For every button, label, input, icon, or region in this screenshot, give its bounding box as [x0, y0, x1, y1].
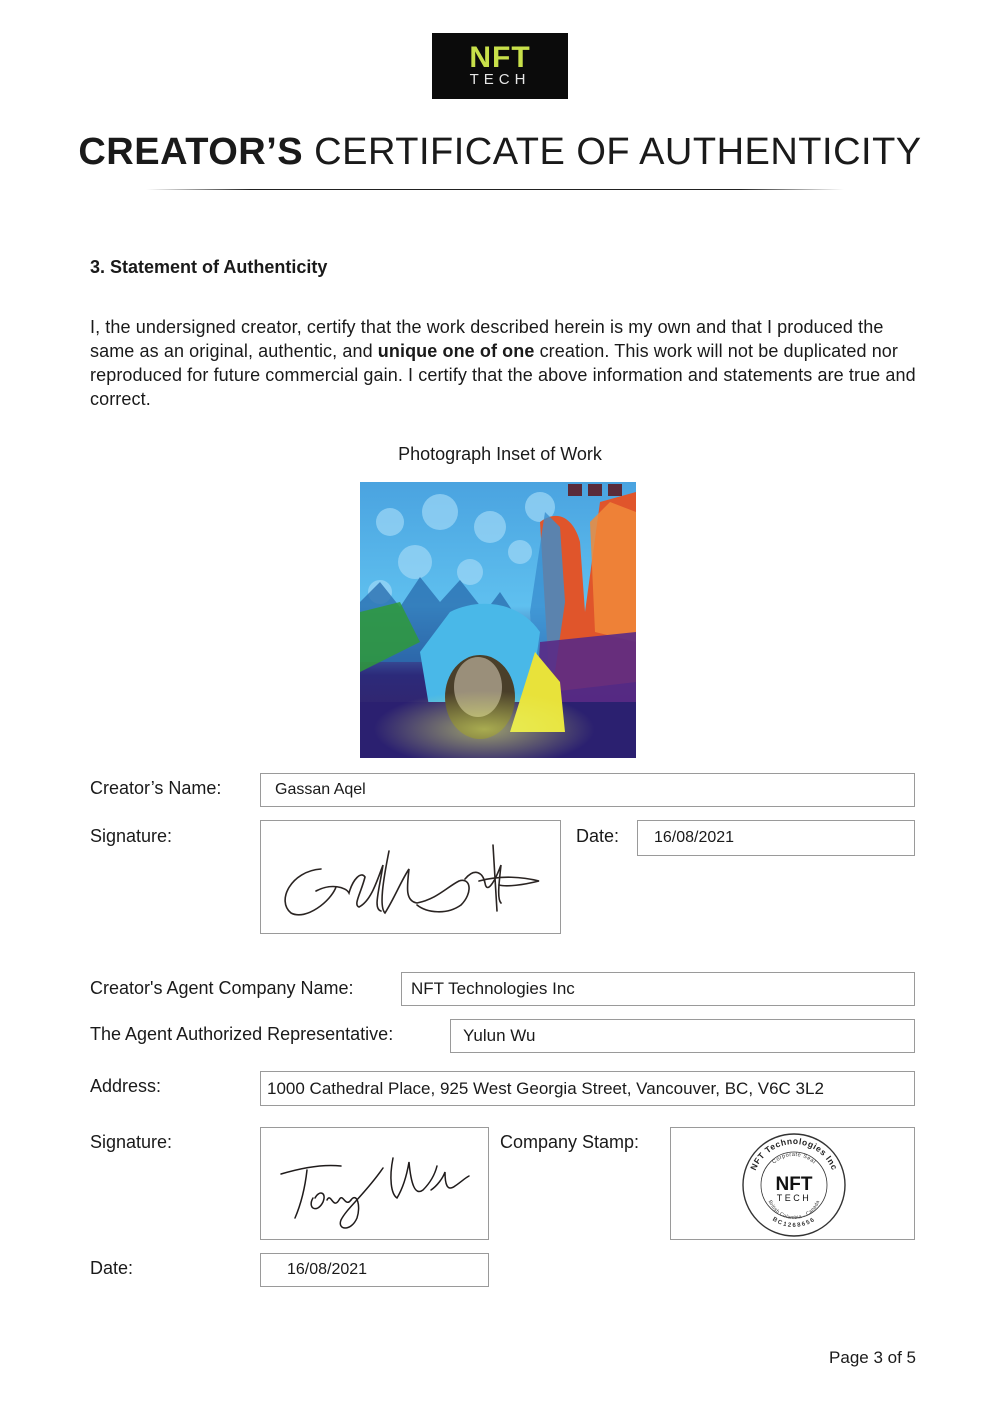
section-heading: 3. Statement of Authenticity	[90, 257, 328, 277]
title-bold: CREATOR’S	[78, 131, 304, 173]
statement-bold: unique one of one	[377, 341, 535, 361]
creator-name-label: Creator’s Name:	[90, 778, 222, 798]
photo-caption: Photograph Inset of Work	[398, 444, 602, 464]
artwork-image	[360, 482, 636, 758]
creator-signature-box[interactable]	[260, 820, 561, 934]
creator-signature-drawing	[261, 821, 560, 933]
page-number: Page 3 of 5	[829, 1348, 916, 1367]
artwork-photo	[360, 482, 636, 758]
creator-signature-label: Signature:	[90, 826, 173, 846]
logo-main-text: NFT	[469, 41, 531, 74]
logo-sub-text: TECH	[469, 71, 531, 88]
agent-representative-label: The Agent Authorized Representative:	[90, 1024, 394, 1044]
creator-date-field[interactable]: 16/08/2021	[637, 820, 915, 856]
stamp-inner-text: Corporate Seal	[771, 1151, 817, 1166]
agent-signature-drawing	[261, 1128, 488, 1239]
agent-signature-box[interactable]	[260, 1127, 489, 1240]
statement-part-2: creation. This work will not be duplicated nor reproduced for future commercial gain. I certify that the above information and statements are true and correct.	[90, 341, 916, 409]
stamp-number: BC1268656	[771, 1216, 817, 1230]
stamp-ring-text: NFT Technologies Inc	[748, 1135, 840, 1172]
stamp-sub-text: TECH	[776, 1193, 812, 1203]
company-stamp-label: Company Stamp:	[500, 1132, 640, 1152]
agent-date-label: Date:	[90, 1258, 134, 1278]
stamp-main-text: NFT	[775, 1174, 813, 1195]
agent-company-label: Creator's Agent Company Name:	[90, 978, 354, 998]
agent-company-field[interactable]: NFT Technologies Inc	[401, 972, 915, 1006]
title-divider	[146, 189, 844, 190]
statement-paragraph	[90, 315, 920, 411]
statement-part-1: I, the undersigned creator, certify that the work described herein is my own and that I produced the same as an original, authentic, and	[90, 317, 884, 361]
company-stamp-seal	[741, 1132, 847, 1238]
address-field[interactable]: 1000 Cathedral Place, 925 West Georgia Street, Vancouver, BC, V6C 3L2	[260, 1071, 915, 1106]
title-rest: CERTIFICATE OF AUTHENTICITY	[303, 131, 922, 173]
certificate-title	[0, 128, 1000, 176]
svg-text:Corporate Seal	[771, 1152, 816, 1166]
agent-representative-field[interactable]: Yulun Wu	[450, 1019, 915, 1053]
agent-date-field[interactable]: 16/08/2021	[260, 1253, 489, 1287]
agent-signature-label: Signature:	[90, 1132, 173, 1152]
creator-date-label: Date:	[576, 826, 620, 846]
creator-name-field[interactable]: Gassan Aqel	[260, 773, 915, 807]
address-label: Address:	[90, 1076, 162, 1096]
nft-tech-logo	[432, 33, 568, 99]
company-stamp-box	[670, 1127, 915, 1240]
stamp-bottom-text: British Columbia · Canada	[766, 1199, 822, 1222]
